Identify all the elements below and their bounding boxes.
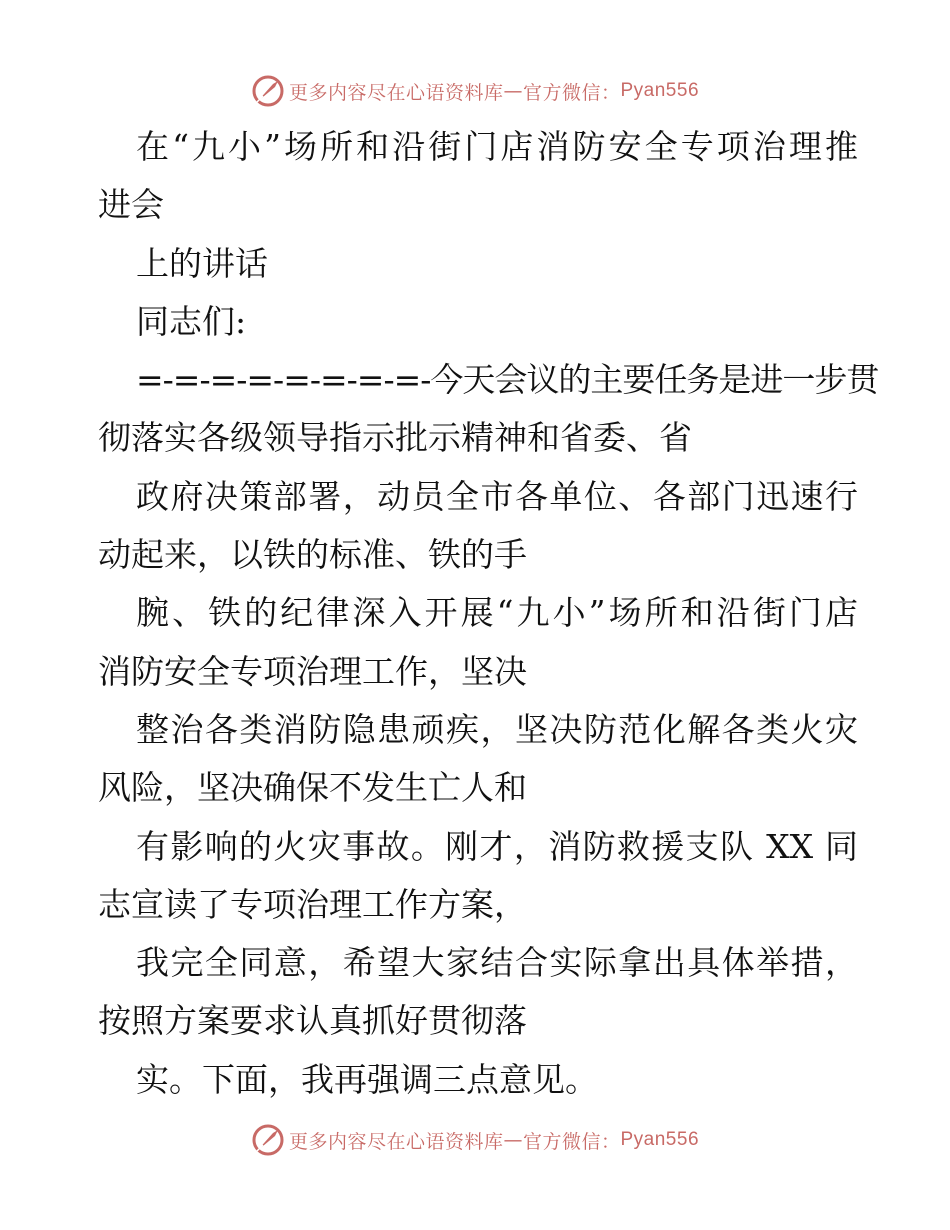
paragraph-line: 彻落实各级领导指示批示精神和省委、省 bbox=[98, 418, 692, 458]
watermark-text: 更多内容尽在心语资料库 bbox=[288, 1130, 504, 1153]
paragraph-line: 志宣读了专项治理工作方案， bbox=[98, 884, 527, 924]
watermark-text: 更多内容尽在心语资料库 bbox=[288, 81, 504, 104]
paragraph-line: 动起来，以铁的标准、铁的手 bbox=[98, 535, 527, 575]
watermark-account: Pyan556 bbox=[620, 80, 700, 101]
watermark-separator: — bbox=[503, 1129, 523, 1151]
document-body bbox=[98, 118, 879, 1109]
salutation: 同志们: bbox=[136, 301, 247, 341]
title-line: 上的讲话 bbox=[136, 243, 268, 283]
quill-pen-logo-icon bbox=[251, 1123, 285, 1157]
paragraph-line: 整治各类消防隐患顽疾，坚决防范化解各类火灾 bbox=[136, 709, 858, 749]
paragraph-line: 按照方案要求认真抓好贯彻落 bbox=[98, 1001, 527, 1041]
watermark-separator: — bbox=[503, 80, 523, 102]
watermark-account: Pyan556 bbox=[620, 1129, 700, 1150]
paragraph-line: 风险，坚决确保不发生亡人和 bbox=[98, 768, 527, 808]
paragraph-line: 有影响的火灾事故。刚才，消防救援支队 XX 同 bbox=[136, 826, 858, 866]
title-line: 在“九小”场所和沿街门店消防安全专项治理推 bbox=[136, 127, 858, 166]
title-line: 进会 bbox=[98, 185, 164, 225]
paragraph-line: 实。下面，我再强调三点意见。 bbox=[136, 1059, 598, 1099]
footer-watermark bbox=[0, 1120, 950, 1160]
paragraph-line: 我完全同意，希望大家结合实际拿出具体举措， bbox=[136, 943, 858, 983]
paragraph-line: 腕、铁的纪律深入开展“九小”场所和沿街门店 bbox=[136, 593, 858, 633]
watermark-wechat-label: 官方微信： bbox=[522, 1130, 621, 1153]
paragraph-line: 消防安全专项治理工作，坚决 bbox=[98, 651, 527, 691]
paragraph-line: =-=-=-=-=-=-=-=-今天会议的主要任务是进一步贯 bbox=[136, 360, 879, 400]
watermark-wechat-label: 官方微信： bbox=[522, 81, 621, 104]
quill-pen-logo-icon bbox=[251, 74, 285, 108]
paragraph-line: 政府决策部署，动员全市各单位、各部门迅速行 bbox=[136, 476, 858, 516]
header-watermark bbox=[0, 71, 950, 111]
